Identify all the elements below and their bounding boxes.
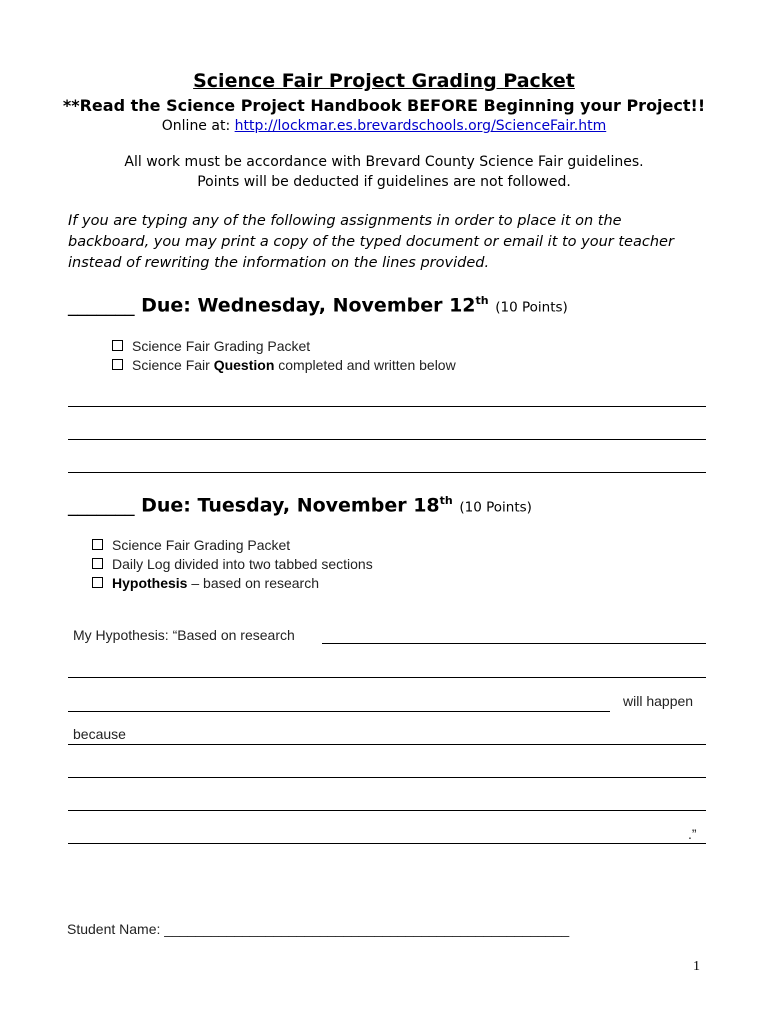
guideline-text-1: All work must be accordance with Brevard County Science Fair guidelines. (124, 154, 644, 170)
closing-quote: .” (688, 826, 697, 842)
checklist-item[interactable]: Science Fair Grading Packet (92, 537, 290, 553)
points-label: (10 Points) (495, 299, 568, 316)
will-happen-label: will happen (623, 693, 694, 709)
instruction-line: backboard, you may print a copy of the typed document or email it to your teacher (68, 234, 674, 250)
question-answer-line[interactable] (68, 439, 706, 440)
online-label: Online at: (161, 118, 231, 134)
checkbox-icon[interactable] (92, 539, 103, 550)
points-label: (10 Points) (459, 499, 532, 516)
because-label: because (73, 726, 126, 742)
hypothesis-line[interactable] (322, 643, 706, 644)
instruction-line: instead of rewriting the information on the lines provided. (68, 255, 490, 271)
typing-instructions (68, 211, 708, 274)
instruction-line: If you are typing any of the following assignments in order to place it on the (68, 213, 622, 229)
checklist-item[interactable]: Science Fair Grading Packet (112, 338, 310, 354)
due-date-label: Due: Tuesday, November 18 (141, 494, 440, 517)
online-line (0, 118, 768, 134)
page-number: 1 (693, 959, 700, 974)
due-heading-2 (68, 494, 532, 516)
question-answer-line[interactable] (68, 406, 706, 407)
checkbox-icon[interactable] (112, 340, 123, 351)
checklist-item[interactable]: Daily Log divided into two tabbed sections (92, 556, 373, 572)
checkbox-icon[interactable] (112, 359, 123, 370)
score-blank[interactable]: _______ (68, 494, 135, 517)
handbook-link[interactable]: http://lockmar.es.brevardschools.org/ScienceFair.htm (234, 118, 607, 134)
date-suffix: th (475, 294, 489, 307)
hypothesis-line[interactable] (68, 677, 706, 678)
checkbox-icon[interactable] (92, 577, 103, 588)
page-title: Science Fair Project Grading Packet (193, 70, 575, 92)
student-name-field[interactable] (67, 921, 569, 937)
hypothesis-line[interactable] (68, 843, 706, 844)
page-subtitle: **Read the Science Project Handbook BEFORE Beginning your Project!! (62, 96, 706, 115)
guideline-text-2: Points will be deducted if guidelines are not followed. (197, 174, 571, 190)
score-blank[interactable]: _______ (68, 294, 135, 317)
checkbox-icon[interactable] (92, 558, 103, 569)
student-name-label: Student Name: (67, 921, 165, 937)
checklist-item[interactable]: Hypothesis – based on research (92, 575, 319, 591)
checklist-item[interactable]: Science Fair Question completed and written below (112, 357, 456, 373)
question-answer-line[interactable] (68, 472, 706, 473)
student-name-blank[interactable]: ____________________________________________________ (164, 921, 570, 937)
hypothesis-line[interactable] (68, 744, 706, 745)
date-suffix: th (439, 494, 453, 507)
due-date-label: Due: Wednesday, November 12 (141, 294, 476, 317)
hypothesis-line[interactable] (68, 711, 610, 712)
due-heading-1 (68, 294, 568, 316)
hypothesis-line[interactable] (68, 777, 706, 778)
hypothesis-prompt: My Hypothesis: “Based on research (73, 627, 295, 643)
hypothesis-line[interactable] (68, 810, 706, 811)
